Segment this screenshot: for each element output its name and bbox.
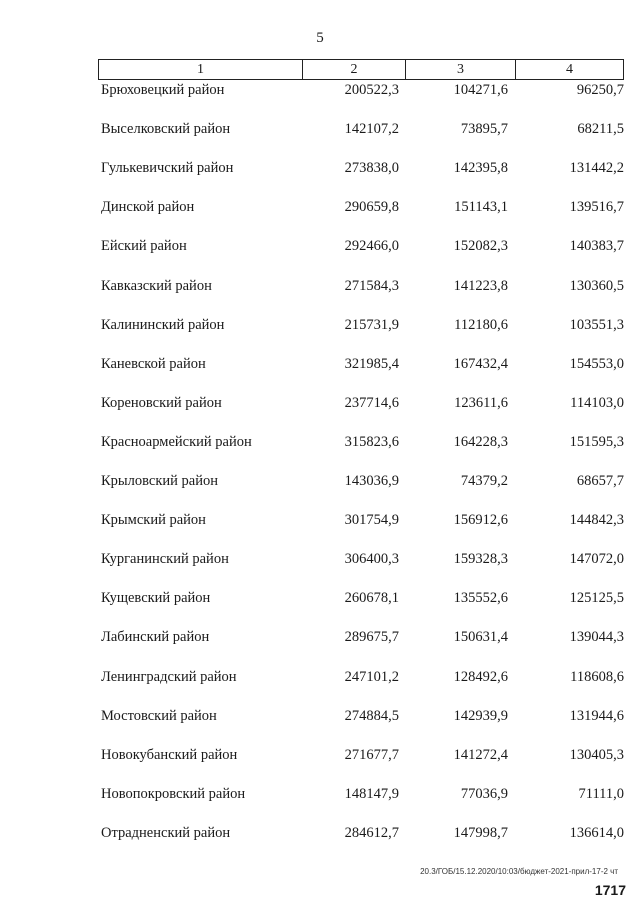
col-3-value: 123611,6 (454, 394, 508, 411)
col-2-value: 290659,8 (344, 199, 399, 216)
table-row (0, 234, 640, 258)
header-col-4: 4 (515, 60, 623, 79)
col-3-value: 104271,6 (453, 82, 508, 98)
col-3-value: 142395,8 (453, 160, 508, 177)
col-3-value: 164228,3 (453, 433, 508, 450)
col-4-value: 68657,7 (576, 473, 624, 489)
col-3-value: 147998,7 (453, 824, 508, 841)
col-2-value: 142107,2 (344, 121, 399, 138)
table-row (0, 743, 640, 767)
col-3-value: 73895,7 (460, 121, 508, 138)
col-2-value: 284612,7 (344, 824, 399, 841)
table-row (0, 352, 640, 376)
col-2-value: 148147,9 (344, 785, 399, 802)
table-row (0, 665, 640, 689)
district-name: Выселковский район (101, 121, 231, 138)
table-row (0, 469, 640, 493)
col-2-value: 271584,3 (344, 277, 399, 294)
col-2-value: 273838,0 (344, 160, 399, 177)
col-3-value: 150631,4 (453, 629, 508, 646)
district-name: Калининский район (101, 316, 225, 333)
table-row (0, 195, 640, 219)
table-row (0, 547, 640, 571)
page-number: 5 (316, 30, 324, 46)
col-2-value: 237714,6 (344, 394, 399, 411)
district-name: Ейский район (101, 238, 187, 255)
col-4-value: 144842,3 (569, 512, 624, 529)
table-row (0, 78, 640, 102)
col-3-value: 77036,9 (460, 785, 508, 802)
district-name: Мостовский район (101, 707, 217, 724)
col-2-value: 306400,3 (344, 551, 399, 568)
col-4-value: 96250,7 (576, 82, 624, 98)
table-header (98, 59, 624, 80)
table-row (0, 117, 640, 141)
header-col-2: 2 (302, 60, 405, 79)
col-4-value: 103551,3 (569, 316, 624, 333)
district-name: Новопокровский район (101, 785, 246, 802)
col-4-value: 139044,3 (569, 629, 624, 646)
col-3-value: 142939,9 (453, 707, 508, 724)
district-name: Кущевский район (101, 590, 211, 607)
col-3-value: 141272,4 (453, 746, 508, 763)
col-3-value: 141223,8 (453, 277, 508, 294)
district-name: Отрадненский район (101, 824, 231, 841)
district-name: Брюховецкий район (101, 82, 225, 98)
col-4-value: 147072,0 (569, 551, 624, 568)
district-name: Красноармейский район (101, 433, 252, 450)
header-col-3: 3 (405, 60, 515, 79)
col-2-value: 301754,9 (344, 512, 399, 529)
district-name: Кореновский район (101, 394, 222, 411)
footer-page-number: 1717 (594, 882, 626, 898)
table-row (0, 625, 640, 649)
col-3-value: 135552,6 (453, 590, 508, 607)
col-4-value: 118608,6 (570, 668, 624, 685)
table-row (0, 508, 640, 532)
col-3-value: 152082,3 (453, 238, 508, 255)
col-3-value: 156912,6 (453, 512, 508, 529)
table-row (0, 821, 640, 845)
district-name: Кавказский район (101, 277, 212, 294)
col-2-value: 247101,2 (344, 668, 399, 685)
col-4-value: 125125,5 (569, 590, 624, 607)
district-name: Курганинский район (101, 551, 229, 568)
header-col-1: 1 (197, 62, 204, 77)
col-4-value: 114103,0 (570, 394, 624, 411)
table-row (0, 156, 640, 180)
col-4-value: 71111,0 (578, 785, 624, 802)
district-name: Крыловский район (101, 473, 218, 489)
col-4-value: 130405,3 (569, 746, 624, 763)
table-row (0, 313, 640, 337)
col-4-value: 154553,0 (569, 355, 624, 372)
col-4-value: 140383,7 (569, 238, 624, 255)
district-name: Лабинский район (101, 629, 210, 646)
col-3-value: 112180,6 (454, 316, 508, 333)
col-3-value: 159328,3 (453, 551, 508, 568)
col-2-value: 215731,9 (344, 316, 399, 333)
col-2-value: 289675,7 (344, 629, 399, 646)
col-4-value: 139516,7 (569, 199, 624, 216)
col-2-value: 274884,5 (344, 707, 399, 724)
col-3-value: 128492,6 (453, 668, 508, 685)
table-row (0, 430, 640, 454)
table-row (0, 782, 640, 806)
col-4-value: 136614,0 (569, 824, 624, 841)
col-2-value: 200522,3 (344, 82, 399, 98)
col-3-value: 151143,1 (454, 199, 508, 216)
col-2-value: 315823,6 (344, 433, 399, 450)
col-2-value: 271677,7 (344, 746, 399, 763)
district-name: Гулькевичский район (101, 160, 234, 177)
table-row (0, 274, 640, 298)
table-row (0, 391, 640, 415)
col-2-value: 143036,9 (344, 473, 399, 489)
table-row (0, 586, 640, 610)
col-2-value: 292466,0 (344, 238, 399, 255)
col-4-value: 131944,6 (569, 707, 624, 724)
footer-code: 20.3/ГОБ/15.12.2020/10:03/бюджет-2021-прил-17-2 чт (420, 867, 618, 876)
col-3-value: 167432,4 (453, 355, 508, 372)
col-2-value: 260678,1 (344, 590, 399, 607)
district-name: Новокубанский район (101, 746, 238, 763)
district-name: Каневской район (101, 355, 206, 372)
district-name: Динской район (101, 199, 195, 216)
col-4-value: 68211,5 (577, 121, 624, 138)
col-3-value: 74379,2 (460, 473, 508, 489)
district-name: Ленинградский район (101, 668, 237, 685)
col-4-value: 130360,5 (569, 277, 624, 294)
col-2-value: 321985,4 (344, 355, 399, 372)
table-row (0, 704, 640, 728)
district-name: Крымский район (101, 512, 206, 529)
col-4-value: 151595,3 (569, 433, 624, 450)
col-4-value: 131442,2 (569, 160, 624, 177)
